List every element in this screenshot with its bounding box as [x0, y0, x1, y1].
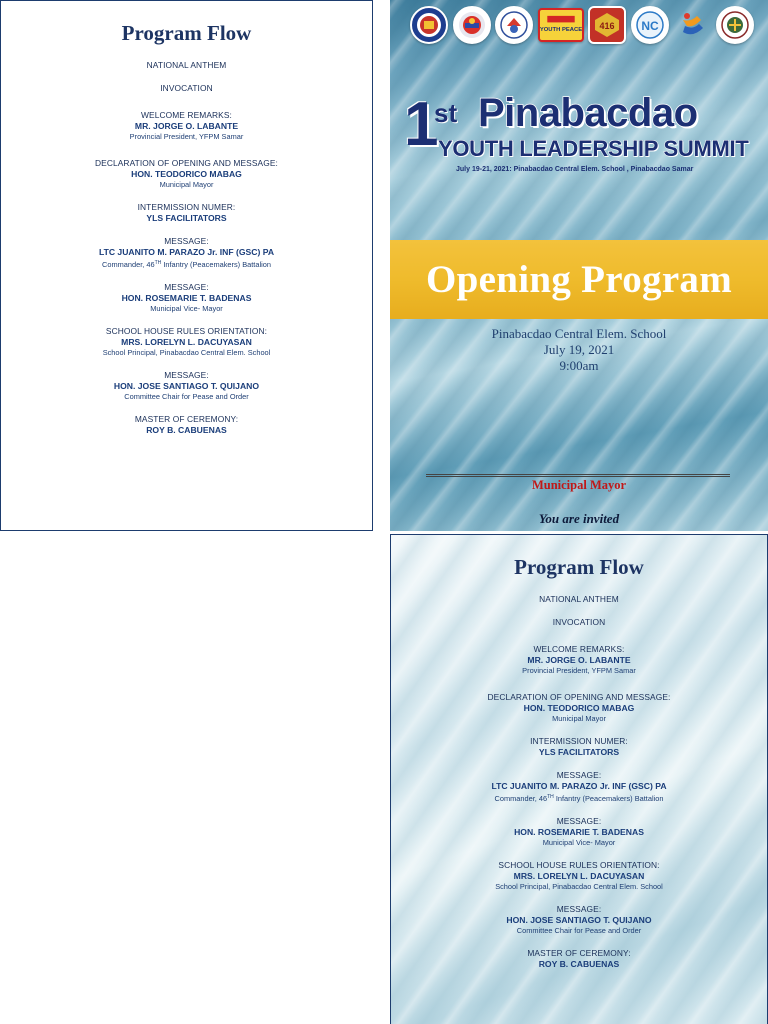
- item-name: HON. JOSE SANTIAGO T. QUIJANO: [113, 381, 260, 391]
- item-name: MRS. LORELYN L. DACUYASAN: [121, 337, 252, 347]
- item-role: Municipal Mayor: [159, 180, 214, 189]
- item-role: Committee Chair for Pease and Order: [124, 392, 249, 401]
- item-name: HON. TEODORICO MABAG: [131, 169, 242, 179]
- item-role: Commander, 46TH Infantry (Peacemakers) Battalion: [102, 260, 271, 269]
- program-flow-title: Program Flow: [514, 555, 644, 579]
- summit-number: 1: [404, 90, 439, 159]
- item-name: MR. JORGE O. LABANTE: [527, 655, 631, 665]
- event-date: July 19, 2021: [543, 342, 615, 357]
- program-item-anthem: [1, 60, 372, 71]
- item-heading: MESSAGE:: [556, 816, 602, 826]
- item-name: ROY B. CABUENAS: [538, 959, 620, 969]
- svg-text:416: 416: [599, 21, 615, 31]
- item-heading: NATIONAL ANTHEM: [146, 60, 227, 70]
- item-heading: INTERMISSION NUMER:: [530, 736, 628, 746]
- program-item-message-parazo: [391, 770, 767, 804]
- logo-strip: [410, 6, 754, 44]
- youth-figure-logo-icon: [673, 6, 711, 44]
- item-heading: MASTER OF CEREMONY:: [527, 948, 631, 958]
- summit-ordinal: st: [434, 98, 458, 128]
- summit-dates: July 19-21, 2021: Pinabacdao Central Elem. School , Pinabacdao Samar: [456, 166, 694, 173]
- svg-text:YOUTH PEACE: YOUTH PEACE: [539, 26, 582, 33]
- infantry-416-logo-icon: [588, 6, 626, 44]
- item-name: HON. ROSEMARIE T. BADENAS: [121, 293, 252, 303]
- item-role: School Principal, Pinabacdao Central Elem. School: [102, 348, 271, 357]
- opening-program-banner: [390, 240, 768, 319]
- program-flow-panel-blue: [390, 534, 768, 1024]
- item-heading: SCHOOL HOUSE RULES ORIENTATION:: [498, 860, 660, 870]
- item-heading: WELCOME REMARKS:: [533, 644, 625, 654]
- item-heading: MESSAGE:: [164, 236, 209, 246]
- item-name: YLS FACILITATORS: [538, 747, 620, 757]
- program-item-declaration: [1, 158, 372, 190]
- item-heading: INVOCATION: [160, 83, 213, 93]
- item-heading: WELCOME REMARKS:: [141, 110, 232, 120]
- item-name: MRS. LORELYN L. DACUYASAN: [513, 871, 645, 881]
- program-item-invocation: [391, 617, 767, 628]
- item-name: ROY B. CABUENAS: [146, 425, 227, 435]
- item-name: HON. ROSEMARIE T. BADENAS: [514, 827, 644, 837]
- item-role: Municipal Vice- Mayor: [150, 304, 223, 313]
- program-item-welcome: [1, 110, 372, 142]
- item-heading: SCHOOL HOUSE RULES ORIENTATION:: [105, 326, 268, 336]
- item-heading: MASTER OF CEREMONY:: [134, 414, 239, 424]
- nc-logo-icon: [631, 6, 669, 44]
- item-role: Municipal Vice- Mayor: [542, 838, 616, 847]
- item-name: YLS FACILITATORS: [146, 213, 227, 223]
- provincial-seal-icon: [410, 6, 448, 44]
- program-item-intermission: [391, 736, 767, 758]
- summit-subtitle: YOUTH LEADERSHIP SUMMIT: [438, 136, 749, 161]
- item-heading: NATIONAL ANTHEM: [539, 594, 619, 604]
- program-item-message-parazo: [1, 236, 372, 270]
- item-role: Provincial President, YFPM Samar: [522, 666, 636, 675]
- item-name: HON. TEODORICO MABAG: [523, 703, 635, 713]
- item-heading: DECLARATION OF OPENING AND MESSAGE:: [487, 692, 671, 702]
- municipal-seal-icon: [453, 6, 491, 44]
- program-flow-title: Program Flow: [121, 21, 252, 45]
- svg-text:NC: NC: [641, 19, 659, 33]
- cover-panel: [390, 0, 768, 531]
- program-item-orientation: [1, 326, 372, 358]
- program-item-anthem: [391, 594, 767, 605]
- program-item-message-quijano: [1, 370, 372, 402]
- item-heading: INVOCATION: [552, 617, 606, 627]
- program-item-message-quijano: [391, 904, 767, 936]
- item-name: MR. JORGE O. LABANTE: [134, 121, 239, 131]
- signatory-title: Municipal Mayor: [531, 478, 627, 492]
- venue-name: Pinabacdao Central Elem. School: [491, 326, 667, 341]
- item-heading: MESSAGE:: [556, 770, 602, 780]
- item-role: School Principal, Pinabacdao Central Elem. School: [495, 882, 663, 891]
- item-name: LTC JUANITO M. PARAZO Jr. INF (GSC) PA: [98, 247, 275, 257]
- summit-title-block: [402, 90, 758, 180]
- item-role: Municipal Mayor: [552, 714, 606, 723]
- program-item-message-badenas: [391, 816, 767, 848]
- program-flow-list: [1, 60, 372, 436]
- item-name: HON. JOSE SANTIAGO T. QUIJANO: [506, 915, 652, 925]
- item-heading: MESSAGE:: [164, 282, 209, 292]
- youth-peace-logo-icon: [538, 8, 584, 42]
- program-item-welcome: [391, 644, 767, 676]
- event-time: 9:00am: [559, 358, 599, 373]
- item-heading: MESSAGE:: [556, 904, 602, 914]
- item-role: Provincial President, YFPM Samar: [129, 132, 244, 141]
- program-flow-list: [391, 594, 767, 970]
- banner-title: Opening Program: [425, 258, 733, 301]
- item-heading: INTERMISSION NUMER:: [137, 202, 236, 212]
- command-seal-icon: [716, 6, 754, 44]
- item-heading: DECLARATION OF OPENING AND MESSAGE:: [95, 158, 278, 168]
- program-item-invocation: [1, 83, 372, 94]
- item-role: Commander, 46TH Infantry (Peacemakers) Battalion: [494, 794, 664, 803]
- program-item-intermission: [1, 202, 372, 224]
- signature-line: [426, 474, 730, 477]
- item-role: Committee Chair for Pease and Order: [516, 926, 642, 935]
- item-heading: MESSAGE:: [164, 370, 209, 380]
- invitation-text: You are invited: [538, 511, 620, 526]
- program-item-message-badenas: [1, 282, 372, 314]
- summit-name: Pinabacdao: [478, 91, 698, 135]
- organization-seal-icon: [495, 6, 533, 44]
- program-flow-panel-white: [0, 0, 373, 531]
- event-details: [390, 326, 768, 374]
- program-item-orientation: [391, 860, 767, 892]
- program-item-master-ceremony: [1, 414, 372, 436]
- program-item-declaration: [391, 692, 767, 724]
- program-item-master-ceremony: [391, 948, 767, 970]
- item-name: LTC JUANITO M. PARAZO Jr. INF (GSC) PA: [491, 781, 667, 791]
